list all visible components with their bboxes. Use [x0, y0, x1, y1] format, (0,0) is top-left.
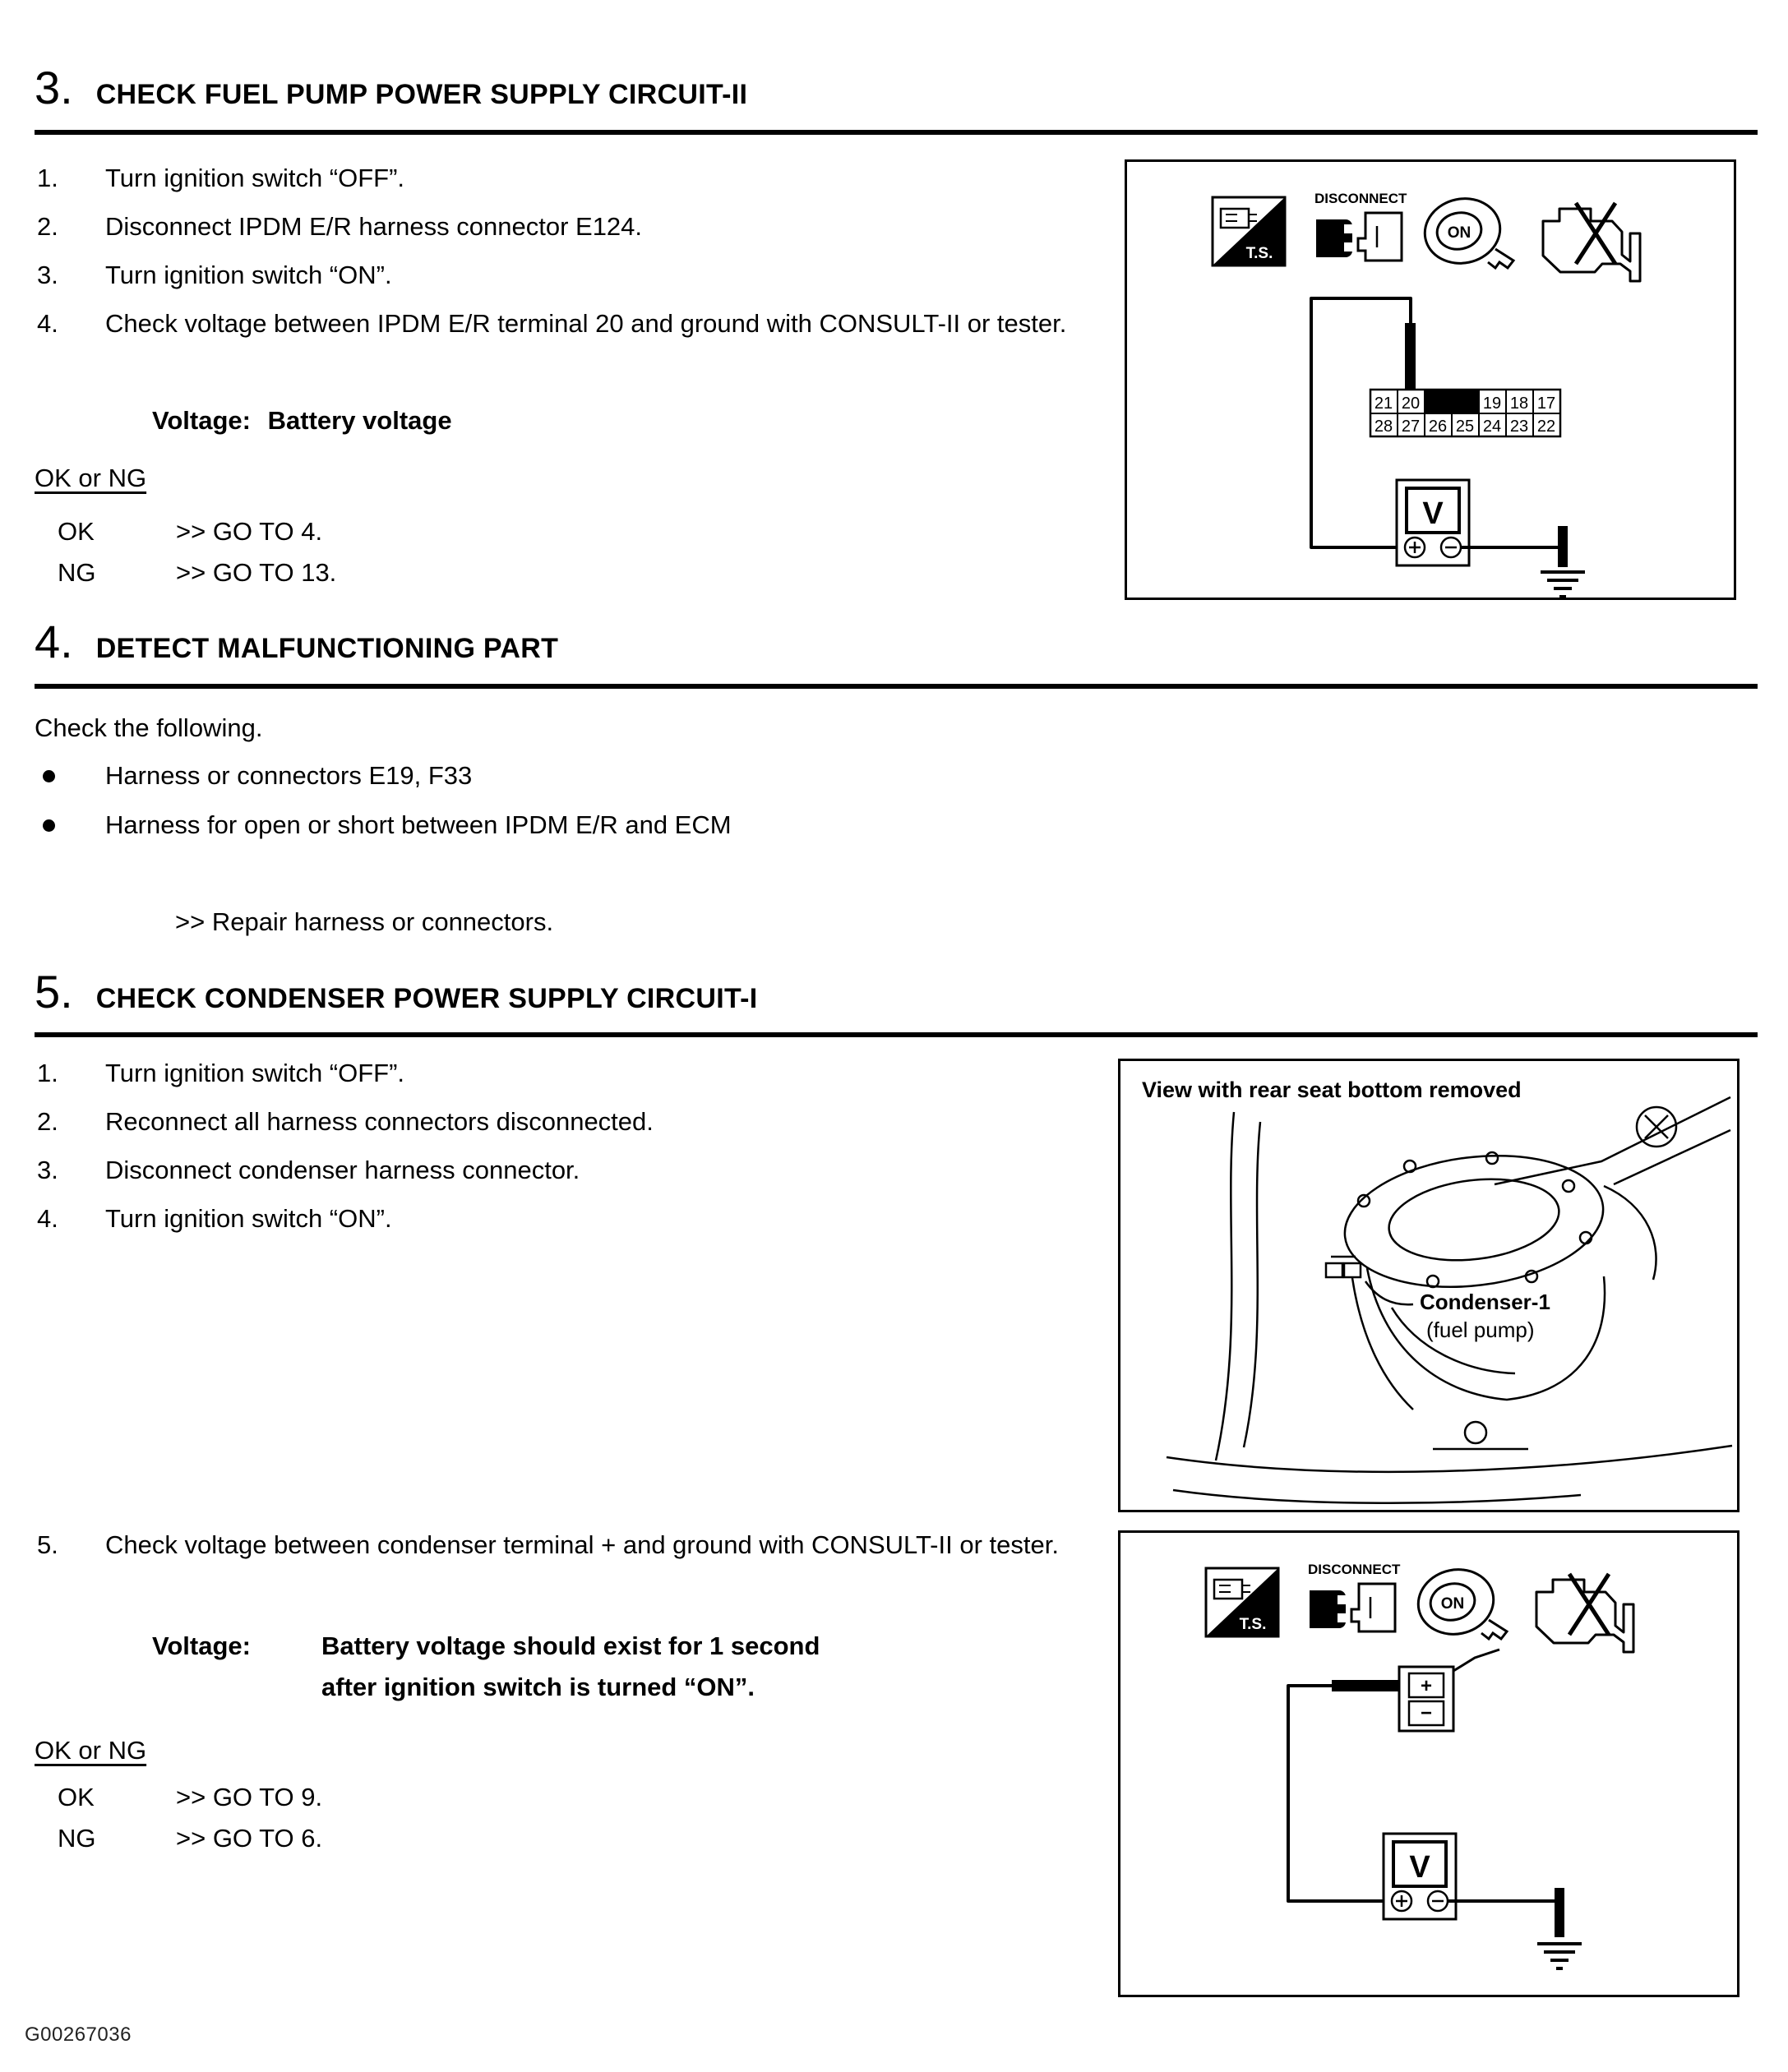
- result-row: [58, 511, 336, 552]
- result-label: OK: [58, 517, 95, 546]
- svg-text:19: 19: [1482, 395, 1502, 413]
- step-number: 1.: [37, 164, 58, 192]
- section-number: 3.: [35, 62, 73, 113]
- section-5-results: [58, 1777, 322, 1859]
- result-action: >> GO TO 6.: [176, 1824, 323, 1853]
- result-action: >> GO TO 4.: [176, 517, 323, 546]
- step-text: Disconnect condenser harness connector.: [105, 1156, 580, 1184]
- step-text: Turn ignition switch “ON”.: [105, 261, 392, 289]
- section-title: CHECK CONDENSER POWER SUPPLY CIRCUIT-I: [95, 983, 758, 1014]
- result-label: NG: [58, 558, 96, 587]
- probe-icon: [1558, 526, 1568, 567]
- ts-icon: [1206, 1568, 1278, 1636]
- bullet-icon: [43, 770, 55, 782]
- section-4-bullets: [37, 756, 732, 845]
- svg-text:24: 24: [1482, 418, 1502, 436]
- negative-terminal-icon: [1428, 1891, 1448, 1911]
- svg-text:22: 22: [1536, 418, 1556, 436]
- bullet-text: Harness for open or short between IPDM E/R and ECM: [105, 810, 732, 839]
- step-row: [37, 1151, 1116, 1190]
- result-row: [58, 1818, 322, 1859]
- svg-text:26: 26: [1428, 418, 1448, 436]
- condenser-connector-icon: [1326, 1263, 1342, 1277]
- svg-text:23: 23: [1509, 418, 1529, 436]
- figure-condenser-voltage-check: [1118, 1530, 1739, 1997]
- bullet-text: Harness or connectors E19, F33: [105, 761, 473, 790]
- svg-text:V: V: [1422, 496, 1444, 531]
- section-divider-rule: [35, 130, 1758, 135]
- section-5-step-5: [37, 1525, 1116, 1574]
- figure-code: G00267036: [25, 2024, 132, 2046]
- step-row: [37, 207, 1116, 247]
- ipdm-test-diagram: [1127, 162, 1739, 602]
- figure-caption: View with rear seat bottom removed: [1142, 1078, 1522, 1102]
- bullet-item: [37, 805, 732, 845]
- ignition-on-icon: [1412, 1562, 1507, 1641]
- result-action: >> GO TO 9.: [176, 1783, 323, 1811]
- step-row: [37, 304, 1116, 344]
- step-row: [37, 159, 1116, 198]
- step-number: 4.: [37, 309, 58, 338]
- disconnect-icon: [1314, 191, 1407, 261]
- result-row: [58, 1777, 322, 1818]
- svg-text:25: 25: [1455, 418, 1475, 436]
- ground-icon: [1537, 1944, 1582, 1968]
- step-text: Turn ignition switch “ON”.: [105, 1204, 392, 1233]
- check-following-text: Check the following.: [35, 713, 263, 742]
- svg-text:ON: ON: [1440, 1595, 1465, 1613]
- voltmeter: [1384, 1834, 1456, 1919]
- section-5-header: [35, 965, 758, 1018]
- figure-ipdm-voltage-check: [1125, 159, 1736, 600]
- result-row: [58, 552, 336, 593]
- engine-off-icon: [1536, 1574, 1633, 1652]
- voltage-value: Battery voltage: [267, 406, 452, 435]
- connector-pin-table: [1370, 390, 1560, 436]
- voltage-label: Voltage:: [152, 1631, 251, 1660]
- step-number: 2.: [37, 1107, 58, 1136]
- svg-text:21: 21: [1374, 395, 1393, 413]
- blanked-pin-block: [1425, 390, 1479, 413]
- test-lead-wire: [1288, 1686, 1391, 1901]
- svg-text:V: V: [1409, 1850, 1430, 1885]
- positive-terminal-icon: [1392, 1891, 1411, 1911]
- svg-text:DISCONNECT: DISCONNECT: [1308, 1562, 1401, 1577]
- condenser-test-diagram: [1120, 1533, 1742, 2000]
- voltage-value-line: after ignition switch is turned “ON”.: [321, 1673, 755, 1701]
- svg-text:T.S.: T.S.: [1239, 1616, 1267, 1633]
- condenser-label: Condenser-1: [1420, 1290, 1550, 1314]
- probe-icon: [1405, 323, 1416, 390]
- engine-off-icon: [1543, 203, 1640, 281]
- voltage-value: [321, 1626, 820, 1708]
- ground-icon: [1541, 572, 1585, 597]
- step-number: 3.: [37, 261, 58, 289]
- section-3-results: [58, 511, 336, 593]
- step-row: [37, 1525, 1116, 1565]
- step-row: [37, 256, 1116, 295]
- bullet-icon: [43, 819, 55, 832]
- section-title: CHECK FUEL PUMP POWER SUPPLY CIRCUIT-II: [95, 79, 748, 110]
- voltage-value-line: Battery voltage should exist for 1 second: [321, 1631, 820, 1660]
- section-5-steps: [37, 1054, 1116, 1248]
- rear-seat-illustration: [1120, 1061, 1742, 1515]
- positive-terminal-icon: [1405, 538, 1425, 557]
- section-number: 4.: [35, 616, 73, 667]
- result-action: >> GO TO 13.: [176, 558, 337, 587]
- svg-text:T.S.: T.S.: [1245, 245, 1273, 262]
- step-text: Turn ignition switch “OFF”.: [105, 164, 405, 192]
- step-text: Turn ignition switch “OFF”.: [105, 1059, 405, 1087]
- svg-text:27: 27: [1401, 418, 1421, 436]
- ts-icon: [1213, 197, 1285, 265]
- bullet-item: [37, 756, 732, 796]
- step-number: 1.: [37, 1059, 58, 1087]
- svg-text:−: −: [1420, 1702, 1433, 1724]
- condenser-terminal-connector: [1399, 1650, 1499, 1731]
- disconnect-icon: [1308, 1562, 1401, 1631]
- section-4-header: [35, 615, 558, 668]
- result-label: NG: [58, 1824, 96, 1853]
- condenser-sublabel: (fuel pump): [1426, 1317, 1535, 1342]
- step-text: Disconnect IPDM E/R harness connector E124.: [105, 212, 643, 241]
- step-row: [37, 1199, 1116, 1239]
- section-divider-rule: [35, 1032, 1758, 1037]
- step-text: Check voltage between IPDM E/R terminal 20 and ground with CONSULT-II or tester.: [105, 309, 1067, 338]
- svg-text:20: 20: [1401, 395, 1421, 413]
- step-number: 5.: [37, 1530, 58, 1559]
- ok-ng-heading: OK or NG: [35, 464, 147, 492]
- svg-text:28: 28: [1374, 418, 1393, 436]
- voltage-label: Voltage:: [152, 406, 251, 435]
- probe-icon: [1555, 1888, 1564, 1937]
- step-number: 2.: [37, 212, 58, 241]
- step-row: [37, 1102, 1116, 1142]
- result-label: OK: [58, 1783, 95, 1811]
- voltage-spec: [152, 406, 452, 436]
- ok-ng-heading: OK or NG: [35, 1736, 147, 1765]
- step-row: [37, 1054, 1116, 1093]
- svg-text:18: 18: [1509, 395, 1529, 413]
- section-divider-rule: [35, 684, 1758, 689]
- step-text: Check voltage between condenser terminal + and ground with CONSULT-II or tester.: [105, 1530, 1059, 1559]
- step-number: 4.: [37, 1204, 58, 1233]
- svg-text:ON: ON: [1447, 224, 1472, 242]
- section-number: 5.: [35, 966, 73, 1018]
- section-3-steps: [37, 159, 1116, 353]
- step-number: 3.: [37, 1156, 58, 1184]
- voltage-spec: [152, 1626, 820, 1708]
- probe-icon: [1332, 1680, 1399, 1691]
- repair-action-text: >> Repair harness or connectors.: [175, 907, 554, 936]
- svg-text:DISCONNECT: DISCONNECT: [1314, 191, 1407, 206]
- svg-text:+: +: [1420, 1675, 1433, 1697]
- section-3-header: [35, 61, 747, 114]
- negative-terminal-icon: [1441, 538, 1461, 557]
- ignition-on-icon: [1419, 192, 1513, 270]
- step-text: Reconnect all harness connectors disconnected.: [105, 1107, 654, 1136]
- svg-text:17: 17: [1536, 395, 1556, 413]
- section-title: DETECT MALFUNCTIONING PART: [95, 633, 559, 664]
- figure-condenser-location: [1118, 1059, 1739, 1512]
- voltmeter: [1397, 480, 1469, 565]
